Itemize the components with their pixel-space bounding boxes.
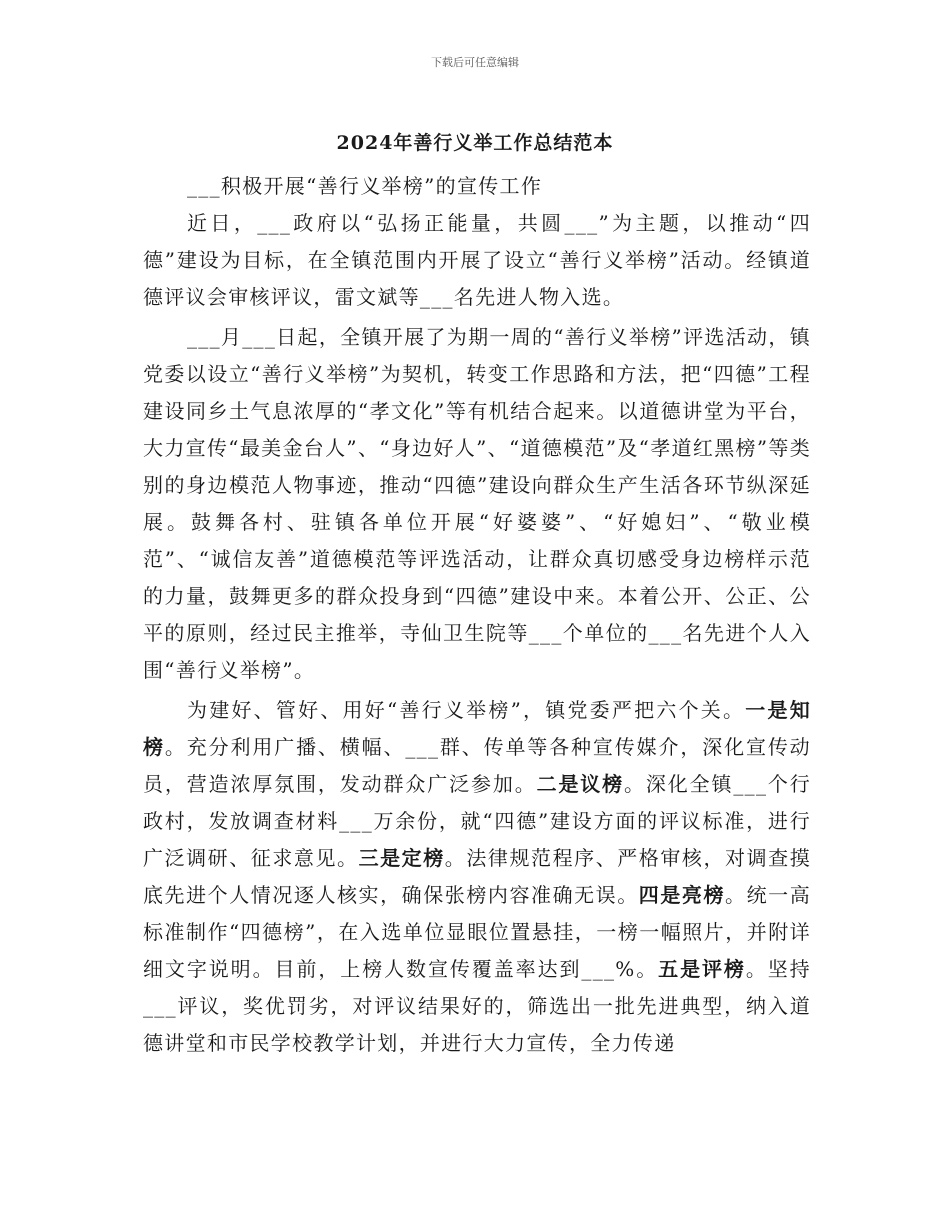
paragraph-2: 近日，___政府以“弘扬正能量，共圆___”为主题，以推动“四德”建设为目标，在全镇范围内开展了设立“善行义举榜”活动。经镇道德评议会审核评议，雷文斌等___名先进人物入选。 bbox=[143, 211, 811, 309]
heading-5: 五是评榜 bbox=[658, 957, 746, 981]
paragraph-4-text-2: 。深化全镇___个行政村，发放调查材料___万余份，就“四德”建设方面的评议标准，进行广泛调研、征求意见。 bbox=[143, 772, 812, 870]
page-header-note: 下载后可任意编辑 bbox=[431, 56, 519, 69]
paragraph-3: ___月___日起，全镇开展了为期一周的“善行义举榜”评选活动，镇党委以设立“善行义举榜”为契机，转变工作思路和方法，把“四德”工程建设同乡土气息浓厚的“孝文化”等有机结合起来。以道德讲堂为平台，大力宣传“最美金台人”、“身边好人”、“道德模范”及“孝道红黑榜”等类别的身边模范人物事迹，推动“四德”建设向群众生产生活各环节纵深延展。鼓舞各村、驻镇各单位开展“好婆婆”、“好媳妇”、“敬业模范”、“诚信友善”道德模范等评选活动，让群众真切感受身边榜样示范的力量，鼓舞更多的群众投身到“四德”建设中来。本着公开、公正、公平的原则，经过民主推举，寺仙卫生院等___个单位的___名先进个人入围“善行义举榜”。 bbox=[143, 325, 811, 682]
document-body bbox=[143, 168, 811, 1062]
heading-3: 三是定榜 bbox=[358, 846, 445, 870]
heading-1: 一是知榜 bbox=[143, 698, 811, 759]
paragraph-1: ___积极开展“善行义举榜”的宣传工作 bbox=[187, 174, 543, 198]
paragraph-4-text-3: 。法律规范程序、严格审核，对调查摸底先进个人情况逐人核实，确保张榜内容准确无误。 bbox=[143, 846, 811, 907]
paragraph-4-text-5: 。坚持___评议，奖优罚劣，对评议结果好的，筛选出一批先进典型，纳入道德讲堂和市民学校教学计划，并进行大力宣传，全力传递 bbox=[143, 957, 811, 1055]
paragraph-4-text-1: 。充分利用广播、横幅、___群、传单等各种宣传媒介，深化宣传动员，营造浓厚氛围，发动群众广泛参加。 bbox=[143, 735, 811, 796]
heading-4: 四是亮榜 bbox=[638, 883, 726, 907]
heading-2: 二是议榜 bbox=[536, 772, 625, 796]
document-title: 2024年善行义举工作总结范本 bbox=[336, 132, 614, 154]
paragraph-4 bbox=[143, 692, 811, 1062]
paragraph-4-intro: 为建好、管好、用好“善行义举榜”，镇党委严把六个关。 bbox=[187, 698, 746, 722]
paragraph-4-text-4: 。统一高标准制作“四德榜”，在入选单位显眼位置悬挂，一榜一幅照片，并附详细文字说明。目前，上榜人数宣传覆盖率达到___%。 bbox=[143, 883, 812, 981]
